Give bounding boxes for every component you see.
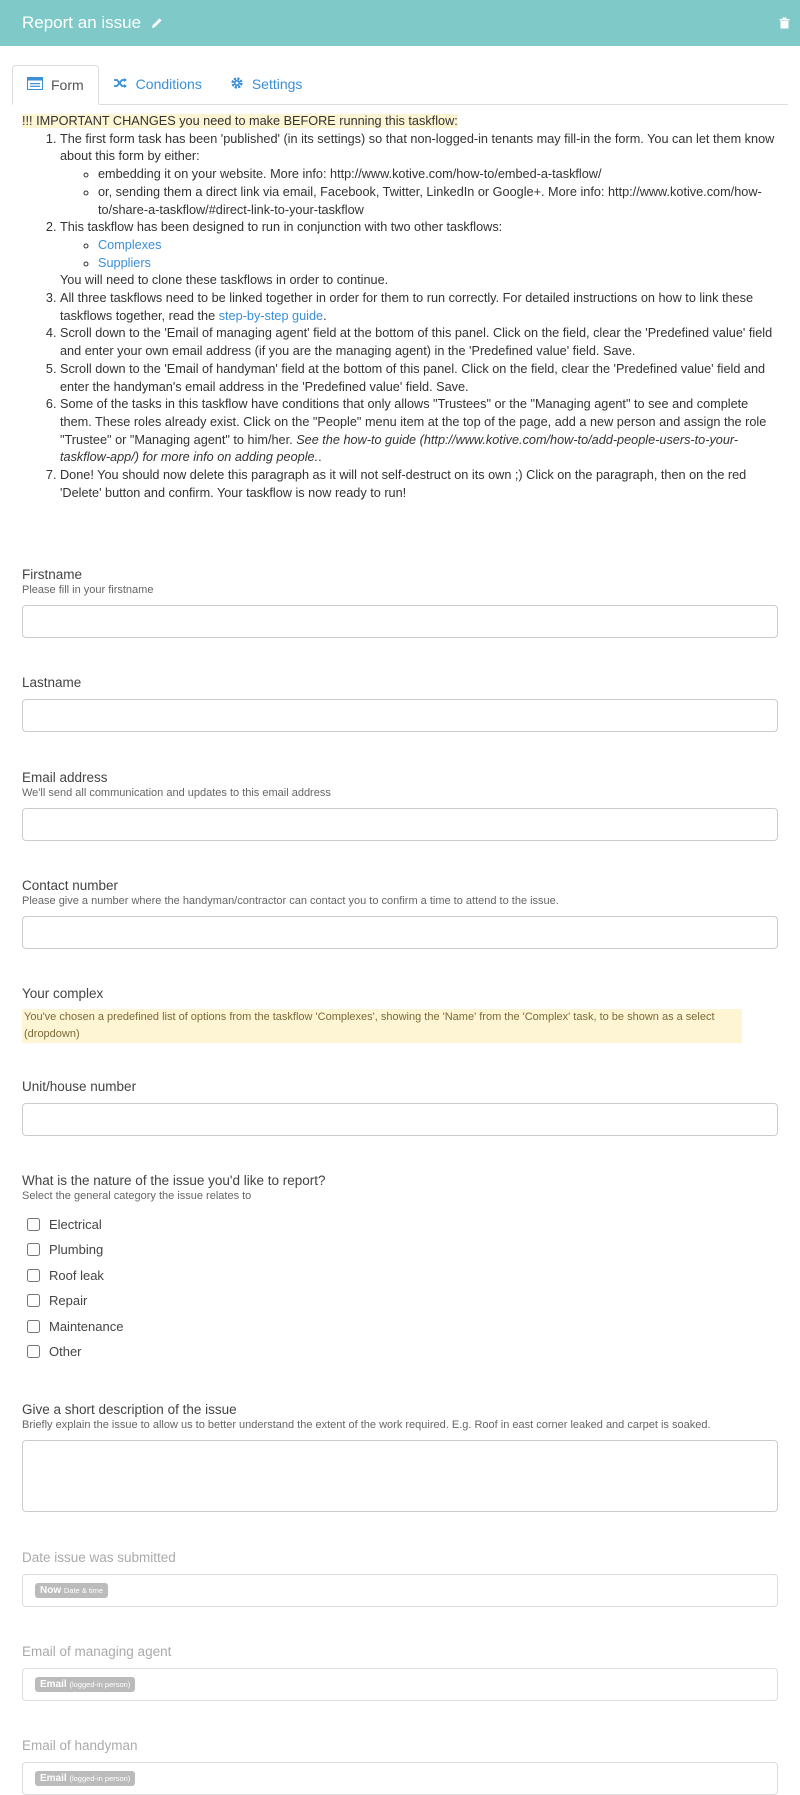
plumbing-checkbox[interactable] (27, 1243, 40, 1256)
description-textarea[interactable] (22, 1440, 778, 1512)
instruction-step (60, 396, 778, 467)
field-help: Please give a number where the handyman/contractor can contact you to confirm a time to attend to the issue. (22, 895, 559, 908)
tab-form[interactable] (12, 65, 99, 105)
field-help: Please fill in your firstname (22, 584, 154, 597)
maintenance-checkbox[interactable] (27, 1320, 40, 1333)
managing-agent-email-field (22, 1644, 778, 1701)
trash-icon[interactable] (779, 17, 790, 29)
option-label: Plumbing (49, 1242, 104, 1258)
email-address-field (22, 770, 778, 841)
contact-number-field (22, 878, 778, 949)
date-submitted-box[interactable] (22, 1574, 778, 1607)
option-maintenance[interactable] (22, 1313, 778, 1339)
instructions-paragraph[interactable] (22, 113, 778, 502)
roof-leak-checkbox[interactable] (27, 1269, 40, 1282)
option-repair[interactable] (22, 1288, 778, 1314)
instruction-bullet (98, 255, 778, 273)
instruction-step: 7. Done! You should now delete this paragraph as it will not self-destruct on its own ;) Click on the paragraph, then on the red 'Delete' button and confirm. Your taskflow is now ready to run! (60, 467, 778, 502)
repair-checkbox[interactable] (27, 1294, 40, 1307)
instructions-list (22, 131, 778, 503)
instruction-step (60, 219, 778, 290)
instruction-note: You will need to clone these taskflows in order to continue. (60, 273, 389, 288)
handyman-email-box[interactable] (22, 1762, 778, 1795)
option-roof-leak[interactable] (22, 1262, 778, 1288)
tag-main: Now (40, 1585, 62, 1597)
electrical-checkbox[interactable] (27, 1218, 40, 1231)
option-plumbing[interactable] (22, 1237, 778, 1263)
field-help: We'll send all communication and updates to this email address (22, 787, 331, 800)
instruction-step (60, 290, 778, 325)
instruction-sublist (60, 237, 778, 272)
complexes-link[interactable]: Complexes (98, 237, 162, 252)
lastname-input[interactable] (22, 699, 778, 732)
header-title-group (22, 13, 163, 33)
option-label: Other (49, 1344, 82, 1360)
email-input[interactable] (22, 808, 778, 841)
description-field (22, 1402, 778, 1515)
instruction-step: 5. Scroll down to the 'Email of handyman' field at the bottom of this panel. Click on the field, clear the 'Predefined value' field and enter the handyman's email address in the 'Predefined value' field. Save. (60, 361, 778, 396)
tab-conditions[interactable] (99, 64, 216, 104)
app-header (0, 0, 800, 46)
option-other[interactable] (22, 1339, 778, 1365)
tab-settings-label: Settings (251, 76, 303, 92)
lastname-field (22, 675, 778, 732)
instruction-text: The first form task has been 'published' (in its settings) so that non-logged-in tenants may fill-in the form. You can let them know about this form by either: (60, 131, 775, 164)
option-label: Repair (49, 1293, 88, 1309)
instruction-text: Some of the tasks in this taskflow have conditions that only allows "Trustees" or the "Managing agent" to see and complete them. These roles already exist. Click on the "People" menu item at the top of the page, add a new person and assign the role "Trustee" or "Managing agent" to him/her. (60, 397, 767, 447)
form-icon (27, 77, 43, 93)
instruction-step (60, 131, 778, 220)
complex-notice: You've chosen a predefined list of options from the taskflow 'Complexes', showing the 'Name' from the 'Complex' task, to be shown as a select (dropdown) (22, 1009, 742, 1043)
unit-number-field (22, 1079, 778, 1136)
date-submitted-field (22, 1550, 778, 1607)
handyman-email-field (22, 1738, 778, 1795)
tab-bar (12, 60, 788, 105)
tag-main: Email (40, 1773, 67, 1785)
issue-nature-field (22, 1173, 778, 1364)
tag-sub: (logged-in person) (69, 1680, 131, 1690)
firstname-field (22, 567, 778, 638)
unit-number-input[interactable] (22, 1103, 778, 1136)
how-to-guide-text: See the how-to guide (http://www.kotive.com/how-to/add-people-users-to-your-taskflow-app/) for more info on adding people. (60, 432, 739, 465)
tag-sub: (logged-in person) (69, 1774, 131, 1784)
instruction-text: . (323, 308, 327, 323)
field-label: Contact number (22, 878, 119, 894)
firstname-input[interactable] (22, 605, 778, 638)
field-label: Email address (22, 770, 108, 786)
step-by-step-guide-link[interactable]: step-by-step guide (218, 308, 324, 323)
page-title: Report an issue (22, 13, 142, 32)
field-label: Unit/house number (22, 1079, 137, 1095)
field-label: Your complex (22, 986, 104, 1002)
pencil-icon[interactable] (151, 17, 163, 29)
option-electrical[interactable] (22, 1211, 778, 1237)
instruction-bullet: ◦ or, sending them a direct link via email, Facebook, Twitter, LinkedIn or Google+. More info: http://www.kotive.com/how-to/share-a-taskflow/#direct-link-to-your-taskflow (98, 184, 778, 219)
field-label: Email of managing agent (22, 1644, 172, 1660)
now-tag (35, 1583, 108, 1598)
instruction-bullet (98, 237, 778, 255)
field-label: Date issue was submitted (22, 1550, 176, 1566)
shuffle-icon (113, 76, 128, 92)
field-help: Briefly explain the issue to allow us to better understand the extent of the work required. E.g. Roof in east corner leaked and carpet is soaked. (22, 1419, 711, 1432)
instruction-text: . (318, 450, 322, 465)
instruction-step: 4. Scroll down to the 'Email of managing agent' field at the bottom of this panel. Click on the field, clear the 'Predefined value' field and enter your own email address (if you are the managing agent) in the 'Predefined value' field. Save. (60, 325, 778, 360)
email-tag (35, 1771, 135, 1786)
form-content (0, 113, 800, 1795)
issue-options (22, 1211, 778, 1364)
instructions-heading: !!! IMPORTANT CHANGES you need to make BEFORE running this taskflow: (22, 114, 458, 128)
tab-settings[interactable] (216, 64, 317, 104)
complex-field (22, 986, 778, 1043)
instruction-text: All three taskflows need to be linked together in order for them to run correctly. For detailed instructions on how to link these taskflows together, read the (60, 291, 753, 323)
instruction-bullet: ◦ embedding it on your website. More info: http://www.kotive.com/how-to/embed-a-taskflow/ (98, 166, 778, 184)
tag-main: Email (40, 1679, 67, 1691)
option-label: Electrical (49, 1216, 102, 1232)
field-help: Select the general category the issue relates to (22, 1190, 252, 1203)
tag-sub: Date & time (63, 1586, 104, 1596)
managing-agent-email-box[interactable] (22, 1668, 778, 1701)
field-label: Firstname (22, 567, 83, 583)
field-label: What is the nature of the issue you'd like to report? (22, 1173, 326, 1189)
option-label: Roof leak (49, 1267, 104, 1283)
field-label: Give a short description of the issue (22, 1402, 237, 1418)
suppliers-link[interactable]: Suppliers (98, 255, 151, 270)
instruction-sublist (60, 166, 778, 219)
instruction-text: This taskflow has been designed to run in conjunction with two other taskflows: (60, 220, 503, 235)
tab-form-label: Form (51, 77, 84, 93)
tab-conditions-label: Conditions (135, 76, 202, 92)
gear-icon (230, 76, 244, 93)
contact-number-input[interactable] (22, 916, 778, 949)
field-label: Email of handyman (22, 1738, 138, 1754)
option-label: Maintenance (49, 1318, 124, 1334)
other-checkbox[interactable] (27, 1345, 40, 1358)
email-tag (35, 1677, 135, 1692)
field-label: Lastname (22, 675, 82, 691)
